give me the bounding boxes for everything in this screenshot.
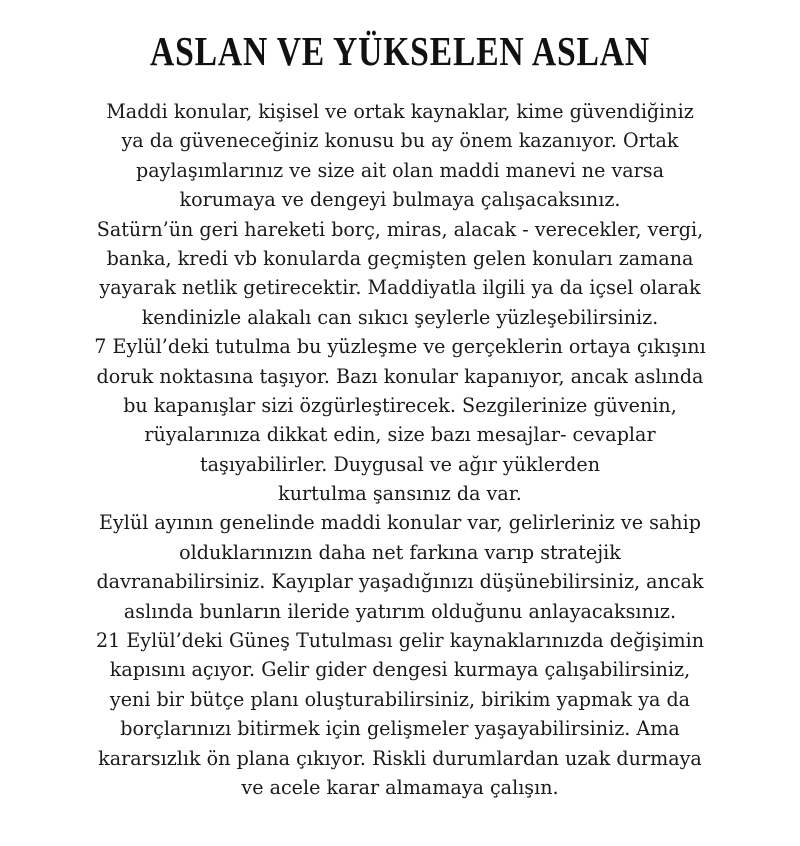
text-line: aslında bunların ileride yatırım olduğunu anlayacaksınız.	[123, 599, 677, 623]
text-line: paylaşımlarınız ve size ait olan maddi manevi ne varsa	[135, 158, 664, 182]
text-line: ya da güveneceğiniz konusu bu ay önem kazanıyor. Ortak	[121, 129, 679, 153]
text-line: rüyalarınıza dikkat edin, size bazı mesajlar- cevaplar	[144, 423, 656, 447]
text-line: kapısını açıyor. Gelir gider dengesi kurmaya çalışabilirsiniz,	[109, 658, 691, 682]
text-line: Eylül ayının genelinde maddi konular var, gelirleriniz ve sahip	[99, 511, 701, 535]
text-line: Maddi konular, kişisel ve ortak kaynaklar, kime güvendiğiniz	[106, 100, 694, 123]
text-line: kendinizle alakalı can sıkıcı şeylerle yüzleşebilirsiniz.	[141, 305, 659, 329]
text-line: bu kapanışlar sizi özgürleştirecek. Sezgilerinize güvenin,	[123, 393, 677, 417]
text-line: doruk noktasına taşıyor. Bazı konular kapanıyor, ancak aslında	[96, 364, 704, 388]
text-line: borçlarınızı bitirmek için gelişmeler yaşayabilirsiniz. Ama	[120, 717, 680, 741]
text-line: ve acele karar almamaya çalışın.	[241, 775, 559, 799]
text-line: Satürn’ün geri hareketi borç, miras, alacak - verecekler, vergi,	[96, 217, 704, 241]
horoscope-body-text	[0, 97, 800, 802]
text-line: kurtulma şansınız da var.	[278, 482, 522, 506]
text-line: davranabilirsiniz. Kayıplar yaşadığınızı düşünebilirsiniz, ancak	[96, 570, 704, 594]
text-line: korumaya ve dengeyi bulmaya çalışacaksınız.	[179, 188, 621, 212]
text-line: yeni bir bütçe planı oluşturabilirsiniz, birikim yapmak ya da	[109, 687, 691, 711]
text-line: taşıyabilirler. Duygusal ve ağır yüklerden	[199, 452, 601, 476]
text-line: 21 Eylül’deki Güneş Tutulması gelir kaynaklarınızda değişimin	[95, 629, 705, 653]
text-line: yayarak netlik getirecektir. Maddiyatla ilgili ya da içsel olarak	[99, 276, 701, 300]
text-line: olduklarınızın daha net farkına varıp stratejik	[179, 540, 621, 564]
text-line: 7 Eylül’deki tutulma bu yüzleşme ve gerçeklerin ortaya çıkışını	[94, 335, 706, 359]
page-title: ASLAN VE YÜKSELEN ASLAN	[150, 28, 650, 74]
text-line: kararsızlık ön plana çıkıyor. Riskli durumlardan uzak durmaya	[98, 746, 702, 770]
text-line: banka, kredi vb konularda geçmişten gelen konuları zamana	[106, 246, 694, 270]
